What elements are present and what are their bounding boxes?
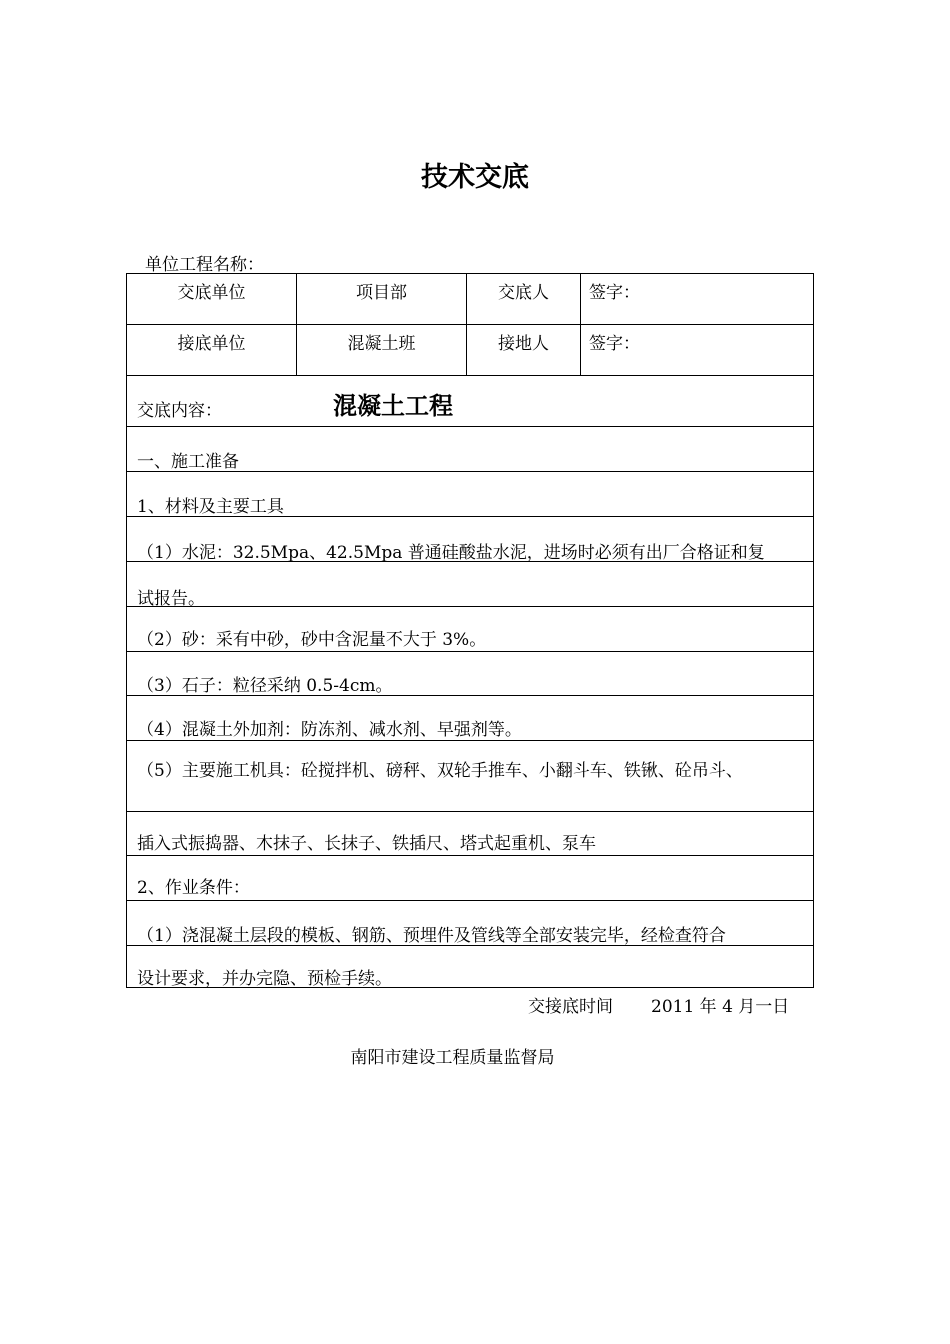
table-row [126,606,814,651]
disclosing-unit-label: 交底单位 [127,274,297,324]
list-item: 插入式振捣器、木抹子、长抹子、铁插尺、塔式起重机、泵车 [137,834,596,854]
list-item: 设计要求，并办完隐、预检手续。 [137,969,392,989]
project-name-label: 单位工程名称： [145,255,264,275]
list-item: （1）水泥：32.5Mpa、42.5Mpa 普通硅酸盐水泥，进场时必须有出厂合格证和复 [137,543,765,563]
disclosure-table [126,273,814,988]
table-row [126,945,814,988]
list-item: （2）砂：采有中砂，砂中含泥量不大于 3%。 [137,630,487,650]
handover-date: 2011 年 4 月一日 [651,997,790,1017]
list-item: 试报告。 [137,589,205,609]
content-title: 混凝土工程 [333,392,453,420]
organization-name: 南阳市建设工程质量监督局 [350,1048,555,1068]
receiver-signature: 签字： [589,334,640,354]
table-row [126,324,814,375]
list-item: 1、材料及主要工具 [137,497,284,517]
handover-time-label: 交接底时间 [528,997,613,1017]
table-row [126,740,814,811]
list-item: 一、施工准备 [137,452,239,472]
table-row [126,651,814,695]
table-row [126,695,814,740]
table-row [126,516,814,561]
discloser-label: 交底人 [467,274,581,324]
table-row [126,375,814,426]
list-item: （1）浇混凝土层段的模板、钢筋、预埋件及管线等全部安装完毕，经检查符合 [137,926,726,946]
receiving-unit-label: 接底单位 [127,325,297,375]
handover-time [528,992,789,1017]
list-item: （5）主要施工机具：砼搅拌机、磅秤、双轮手推车、小翻斗车、铁锹、砼吊斗、 [137,761,743,781]
table-row [126,561,814,609]
table-row [126,471,814,516]
list-item: 2、作业条件： [137,878,250,898]
table-row [126,900,814,945]
table-row [126,273,814,324]
table-row [126,855,814,900]
list-item: （4）混凝土外加剂：防冻剂、减水剂、早强剂等。 [137,720,522,740]
receiver-label: 接地人 [467,325,581,375]
disclosing-unit-value: 项目部 [297,274,467,324]
table-row [126,811,814,855]
document-title: 技术交底 [421,162,529,193]
receiving-unit-value: 混凝土班 [297,325,467,375]
list-item: （3）石子：粒径采纳 0.5-4cm。 [137,676,393,696]
table-row [126,426,814,471]
discloser-signature: 签字： [589,283,640,303]
content-label: 交底内容： [137,401,222,421]
